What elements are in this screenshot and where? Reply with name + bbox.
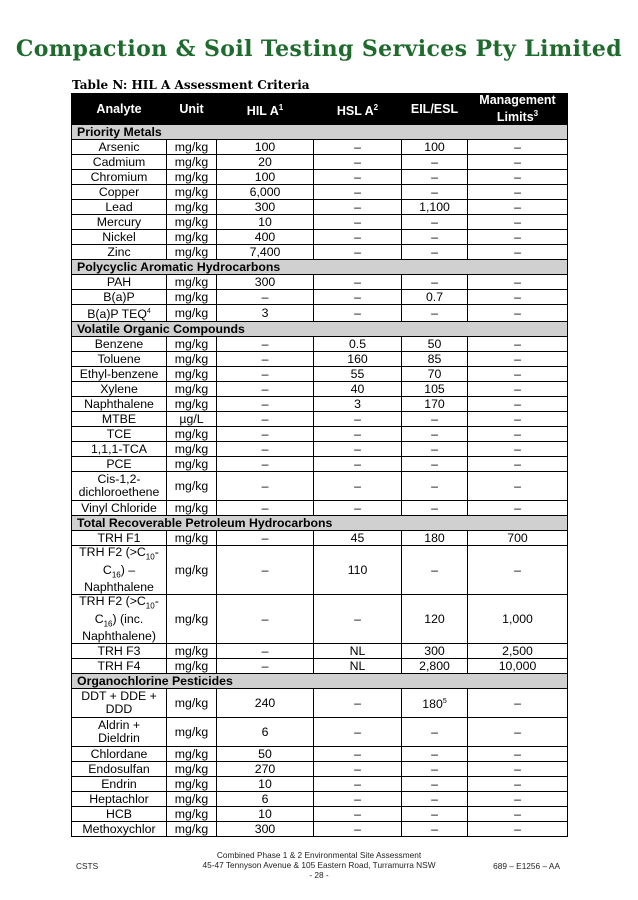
cell-hil-a: – [217,427,314,442]
table-row [72,170,568,185]
cell-hsl-a: – [314,170,402,185]
cell-analyte: Toluene [72,352,167,367]
cell-hsl-a: – [314,595,402,644]
table-row [72,689,568,718]
header-analyte: Analyte [72,94,167,125]
cell-hil-a: 240 [217,689,314,718]
cell-eil-esl: – [402,185,468,200]
cell-management-limit: – [468,718,568,747]
cell-analyte [72,689,167,718]
cell-eil-esl: – [402,546,468,595]
analyte-line: Cis-1,2- [97,472,141,487]
cell-unit: mg/kg [167,531,217,546]
cell-management-limit: – [468,792,568,807]
section-title: Organochlorine Pesticides [72,674,568,689]
cell-unit: mg/kg [167,305,217,322]
cell-hsl-a: – [314,412,402,427]
cell-management-limit: – [468,762,568,777]
cell-eil-esl: 0.7 [402,290,468,305]
cell-hsl-a: 40 [314,382,402,397]
table-row [72,200,568,215]
company-title: Compaction & Soil Testing Services Pty Limited [15,36,623,62]
table-row [72,155,568,170]
header-hsl-a: HSL $A^2$ [314,94,402,125]
table-row [72,777,568,792]
cell-management-limit: – [468,200,568,215]
cell-hsl-a: 0.5 [314,337,402,352]
cell-analyte: Cadmium [72,155,167,170]
cell-unit: mg/kg [167,352,217,367]
cell-hil-a: – [217,382,314,397]
cell-hil-a: – [217,659,314,674]
cell-unit: mg/kg [167,337,217,352]
cell-hsl-a: 160 [314,352,402,367]
section-header-row [72,260,568,275]
cell-unit: mg/kg [167,777,217,792]
cell-eil-esl: 300 [402,644,468,659]
cell-hil-a: 300 [217,275,314,290]
table-row [72,290,568,305]
cell-eil-esl: – [402,501,468,516]
header-management-limits: Management Limits$^3$ [468,94,568,125]
cell-management-limit: – [468,367,568,382]
cell-hsl-a: – [314,155,402,170]
table-row [72,397,568,412]
cell-management-limit: – [468,777,568,792]
table-row [72,546,568,595]
cell-hsl-a: – [314,472,402,501]
cell-hsl-a: – [314,718,402,747]
table-row [72,215,568,230]
footer-left: CSTS [76,861,99,871]
cell-management-limit: – [468,822,568,837]
cell-analyte: PAH [72,275,167,290]
cell-analyte: PCE [72,457,167,472]
cell-analyte: Zinc [72,245,167,260]
cell-hil-a: 7,400 [217,245,314,260]
section-header-row [72,125,568,140]
table-row [72,442,568,457]
cell-eil-esl: – [402,747,468,762]
cell-analyte: Lead [72,200,167,215]
cell-unit: mg/kg [167,472,217,501]
header-unit: Unit [167,94,217,125]
cell-eil-esl: 1,100 [402,200,468,215]
cell-management-limit: – [468,546,568,595]
cell-hsl-a: – [314,215,402,230]
cell-hsl-a: – [314,185,402,200]
cell-unit: mg/kg [167,792,217,807]
cell-hil-a: – [217,472,314,501]
cell-hil-a: 6 [217,718,314,747]
cell-analyte: Heptachlor [72,792,167,807]
cell-hil-a: 300 [217,822,314,837]
header-hil-a: HIL $A^1$ [217,94,314,125]
table-row [72,337,568,352]
cell-management-limit: – [468,382,568,397]
cell-eil-esl: – [402,472,468,501]
cell-management-limit: – [468,185,568,200]
cell-management-limit: – [468,747,568,762]
table-row [72,412,568,427]
cell-unit: mg/kg [167,442,217,457]
cell-hsl-a: – [314,305,402,322]
table-row [72,230,568,245]
cell-unit: mg/kg [167,245,217,260]
cell-analyte: Copper [72,185,167,200]
cell-eil-esl: – [402,170,468,185]
cell-hsl-a: NL [314,644,402,659]
cell-eil-esl: – [402,457,468,472]
cell-hsl-a: – [314,501,402,516]
cell-analyte: TRH F1 [72,531,167,546]
cell-analyte: TCE [72,427,167,442]
cell-hsl-a: – [314,777,402,792]
cell-analyte: Xylene [72,382,167,397]
section-title: Volatile Organic Compounds [72,322,568,337]
table-row [72,275,568,290]
table-row [72,305,568,322]
table-row [72,595,568,644]
cell-analyte: TRH F4 [72,659,167,674]
cell-unit: mg/kg [167,200,217,215]
cell-eil-esl: $180^5$ [402,689,468,718]
cell-management-limit: – [468,807,568,822]
table-row [72,531,568,546]
analyte-line: DDT + DDE + [81,689,157,704]
cell-analyte: TRH F3 [72,644,167,659]
cell-hil-a: 50 [217,747,314,762]
cell-hil-a: 3 [217,305,314,322]
footer-right: 689 – E1256 – AA [493,861,560,871]
cell-management-limit: – [468,245,568,260]
cell-eil-esl: 120 [402,595,468,644]
cell-hsl-a: – [314,762,402,777]
section-header-row [72,322,568,337]
cell-hil-a: 6,000 [217,185,314,200]
cell-hsl-a: 55 [314,367,402,382]
cell-hsl-a: – [314,290,402,305]
cell-hsl-a: – [314,807,402,822]
cell-management-limit: – [468,442,568,457]
cell-unit: mg/kg [167,170,217,185]
cell-management-limit: – [468,290,568,305]
cell-analyte: TRH F2 ($>C_{10}-$ $C_{16}$) (inc. Naphthalene) [72,595,167,644]
cell-management-limit: – [468,275,568,290]
cell-unit: mg/kg [167,689,217,718]
table-row [72,367,568,382]
table-row [72,747,568,762]
cell-analyte: B(a)P TEQ$^4$ [72,305,167,322]
cell-unit: mg/kg [167,457,217,472]
cell-unit: mg/kg [167,290,217,305]
cell-unit: mg/kg [167,215,217,230]
cell-hil-a: – [217,442,314,457]
cell-hsl-a: 3 [314,397,402,412]
cell-hil-a: – [217,367,314,382]
cell-hil-a: – [217,290,314,305]
cell-hsl-a: – [314,427,402,442]
cell-hsl-a: – [314,245,402,260]
assessment-criteria-table [71,93,568,837]
cell-management-limit: – [468,170,568,185]
cell-management-limit: 700 [468,531,568,546]
cell-hsl-a: 45 [314,531,402,546]
cell-analyte: HCB [72,807,167,822]
cell-management-limit: – [468,155,568,170]
cell-unit: mg/kg [167,275,217,290]
table-row [72,245,568,260]
cell-hil-a: 100 [217,170,314,185]
cell-unit: mg/kg [167,382,217,397]
cell-unit: mg/kg [167,822,217,837]
cell-hil-a: – [217,595,314,644]
cell-unit: mg/kg [167,747,217,762]
cell-eil-esl: – [402,792,468,807]
cell-analyte [72,472,167,501]
header-row [72,94,568,125]
table-row [72,792,568,807]
cell-hil-a: – [217,501,314,516]
cell-hil-a: 20 [217,155,314,170]
cell-hil-a: 6 [217,792,314,807]
table-row [72,822,568,837]
cell-eil-esl: 100 [402,140,468,155]
cell-hil-a: – [217,337,314,352]
cell-unit: mg/kg [167,427,217,442]
cell-unit: mg/kg [167,367,217,382]
cell-unit: mg/kg [167,155,217,170]
cell-management-limit: 10,000 [468,659,568,674]
cell-analyte: Benzene [72,337,167,352]
cell-eil-esl: – [402,412,468,427]
footer-page-number: - 28 - [309,870,329,880]
table-row [72,140,568,155]
table-row [72,472,568,501]
cell-eil-esl: – [402,275,468,290]
cell-analyte: Endosulfan [72,762,167,777]
cell-eil-esl: 2,800 [402,659,468,674]
cell-hsl-a: – [314,822,402,837]
cell-analyte: Arsenic [72,140,167,155]
table-row [72,659,568,674]
cell-unit: mg/kg [167,762,217,777]
cell-hsl-a: 110 [314,546,402,595]
header-eil-esl: EIL/ESL [402,94,468,125]
cell-analyte: Naphthalene [72,397,167,412]
table-row [72,457,568,472]
cell-unit: mg/kg [167,807,217,822]
cell-unit: mg/kg [167,718,217,747]
cell-management-limit: – [468,337,568,352]
cell-analyte [72,718,167,747]
analyte-line: Dieldrin [98,731,140,746]
cell-hil-a: 10 [217,807,314,822]
cell-analyte: 1,1,1-TCA [72,442,167,457]
cell-hil-a: – [217,457,314,472]
cell-eil-esl: – [402,155,468,170]
table-title: Table N: HIL A Assessment Criteria [72,78,310,92]
cell-hsl-a: – [314,442,402,457]
cell-eil-esl: 85 [402,352,468,367]
cell-hsl-a: NL [314,659,402,674]
cell-management-limit: – [468,397,568,412]
cell-unit: mg/kg [167,397,217,412]
cell-eil-esl: 70 [402,367,468,382]
cell-management-limit: 1,000 [468,595,568,644]
cell-eil-esl: 105 [402,382,468,397]
cell-hil-a: – [217,531,314,546]
cell-management-limit: – [468,427,568,442]
cell-management-limit: – [468,412,568,427]
footer-line: Combined Phase 1 & 2 Environmental Site Assessment [216,850,422,860]
cell-analyte: MTBE [72,412,167,427]
cell-unit: µg/L [167,412,217,427]
cell-analyte: Vinyl Chloride [72,501,167,516]
cell-hil-a: – [217,546,314,595]
section-title: Total Recoverable Petroleum Hydrocarbons [72,516,568,531]
analyte-line: dichloroethene [78,485,160,500]
cell-hil-a: 100 [217,140,314,155]
cell-eil-esl: – [402,807,468,822]
table-row [72,501,568,516]
analyte-line: Aldrin + [97,718,141,733]
cell-unit: mg/kg [167,595,217,644]
cell-management-limit: – [468,501,568,516]
cell-eil-esl: – [402,762,468,777]
cell-hil-a: – [217,397,314,412]
cell-hil-a: 10 [217,777,314,792]
cell-hil-a: 400 [217,230,314,245]
cell-analyte: Chlordane [72,747,167,762]
cell-unit: mg/kg [167,659,217,674]
cell-management-limit: – [468,215,568,230]
table-row [72,718,568,747]
cell-analyte: B(a)P [72,290,167,305]
cell-management-limit: – [468,457,568,472]
cell-hil-a: – [217,352,314,367]
section-header-row [72,674,568,689]
cell-unit: mg/kg [167,501,217,516]
cell-analyte: TRH F2 ($>C_{10}-$ $C_{16}$) – Naphthalene [72,546,167,595]
cell-unit: mg/kg [167,185,217,200]
table-row [72,762,568,777]
cell-eil-esl: 50 [402,337,468,352]
cell-hsl-a: – [314,200,402,215]
cell-hil-a: 270 [217,762,314,777]
cell-analyte: Ethyl-benzene [72,367,167,382]
cell-analyte: Nickel [72,230,167,245]
cell-unit: mg/kg [167,546,217,595]
cell-eil-esl: 180 [402,531,468,546]
cell-eil-esl: – [402,245,468,260]
cell-management-limit: 2,500 [468,644,568,659]
cell-hsl-a: – [314,747,402,762]
cell-management-limit: – [468,230,568,245]
cell-management-limit: – [468,472,568,501]
cell-management-limit: – [468,305,568,322]
cell-hil-a: 10 [217,215,314,230]
section-title: Priority Metals [72,125,568,140]
cell-analyte: Chromium [72,170,167,185]
section-title: Polycyclic Aromatic Hydrocarbons [72,260,568,275]
cell-eil-esl: – [402,230,468,245]
cell-management-limit: – [468,140,568,155]
cell-hsl-a: – [314,457,402,472]
cell-hil-a: – [217,412,314,427]
table-row [72,644,568,659]
table-row [72,427,568,442]
cell-eil-esl: – [402,305,468,322]
cell-eil-esl: – [402,777,468,792]
cell-eil-esl: 170 [402,397,468,412]
cell-eil-esl: – [402,215,468,230]
cell-hil-a: – [217,644,314,659]
table-row [72,185,568,200]
cell-eil-esl: – [402,718,468,747]
cell-unit: mg/kg [167,644,217,659]
cell-hsl-a: – [314,792,402,807]
footer-line: 45-47 Tennyson Avenue & 105 Eastern Road, Turramurra NSW [202,860,436,870]
cell-analyte: Mercury [72,215,167,230]
cell-eil-esl: – [402,442,468,457]
cell-hil-a: 300 [217,200,314,215]
table-row [72,382,568,397]
cell-eil-esl: – [402,822,468,837]
cell-hsl-a: – [314,230,402,245]
cell-eil-esl: – [402,427,468,442]
cell-hsl-a: – [314,275,402,290]
cell-analyte: Endrin [72,777,167,792]
cell-unit: mg/kg [167,230,217,245]
table-row [72,352,568,367]
cell-hsl-a: – [314,140,402,155]
section-header-row [72,516,568,531]
cell-analyte: Methoxychlor [72,822,167,837]
cell-hsl-a: – [314,689,402,718]
cell-management-limit: – [468,689,568,718]
analyte-line: DDD [105,702,133,717]
cell-management-limit: – [468,352,568,367]
table-row [72,807,568,822]
cell-unit: mg/kg [167,140,217,155]
